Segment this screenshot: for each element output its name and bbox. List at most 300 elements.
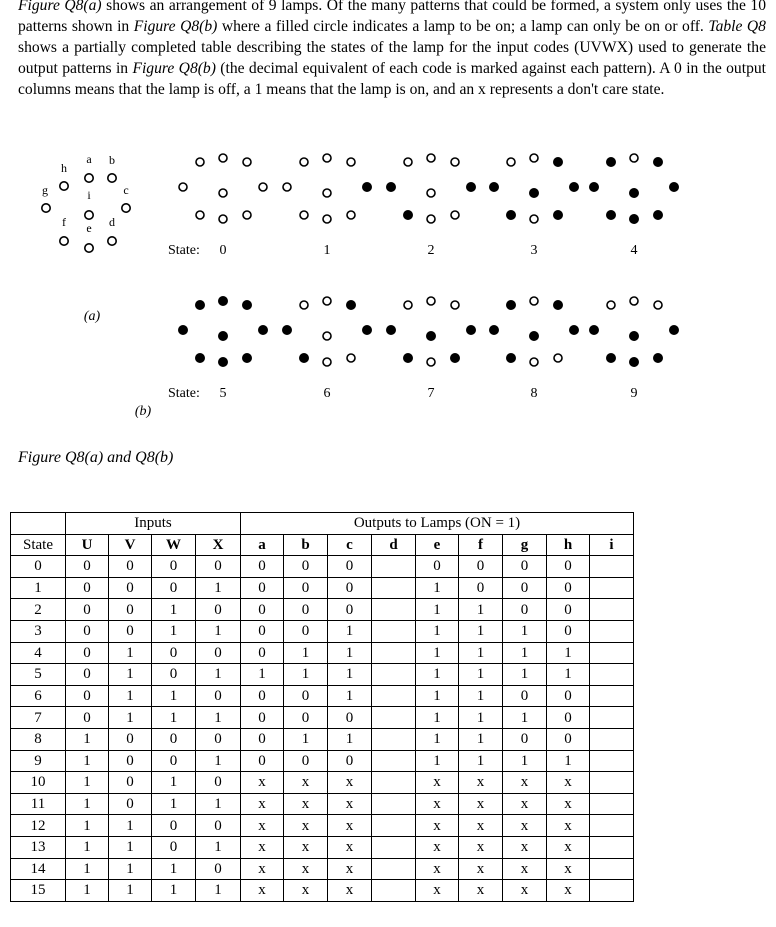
table-cell: 0	[328, 750, 372, 772]
pattern-3-lamp-d	[490, 183, 499, 192]
pattern-4-lamp-d	[590, 183, 599, 192]
table-cell: 0	[152, 728, 196, 750]
table-cell: 1	[416, 599, 459, 621]
pattern-9-lamp-e	[670, 326, 679, 335]
pattern-4-lamp-e	[670, 183, 679, 192]
table-cell: x	[547, 836, 590, 858]
table-cell: 0	[109, 620, 152, 642]
table-cell: 0	[284, 599, 328, 621]
table-cell: x	[503, 836, 547, 858]
table-cell	[590, 664, 634, 686]
table-cell: 0	[66, 642, 109, 664]
table-cell: 0	[66, 685, 109, 707]
table-cell: 1	[152, 685, 196, 707]
lamp-a-b	[108, 174, 116, 182]
table-cell: 5	[11, 664, 66, 686]
lamp-label-i: i	[87, 188, 91, 202]
pattern-5-lamp-d	[179, 326, 188, 335]
table-cell: 1	[196, 750, 241, 772]
table-cell: 0	[547, 599, 590, 621]
table-row	[11, 620, 634, 642]
lamp-a-i	[85, 211, 93, 219]
intro-text-2: where a filled circle indicates a lamp to be on; a lamp can only be on or off.	[217, 18, 709, 35]
table-cell: 0	[66, 556, 109, 578]
table-cell: x	[459, 793, 503, 815]
pattern-0-lamp-c	[243, 158, 251, 166]
pattern-9-lamp-b	[607, 301, 615, 309]
table-cell: x	[547, 858, 590, 880]
state-number: 6	[323, 386, 331, 401]
pattern-0-lamp-f	[196, 211, 204, 219]
table-cell: 1	[416, 577, 459, 599]
column-header: c	[328, 534, 372, 556]
table-cell: 1	[196, 577, 241, 599]
table-cell: 1	[503, 664, 547, 686]
table-cell	[590, 707, 634, 729]
pattern-7-lamp-h	[427, 358, 435, 366]
table-cell: 1	[328, 642, 372, 664]
table-cell: 1	[328, 620, 372, 642]
table-cell	[372, 599, 416, 621]
table-cell: x	[241, 880, 284, 902]
table-cell: 0	[284, 556, 328, 578]
table-cell: x	[416, 793, 459, 815]
table-row	[11, 728, 634, 750]
table-cell: 1	[152, 858, 196, 880]
table-cell: 1	[459, 728, 503, 750]
pattern-2-lamp-g	[451, 211, 459, 219]
table-cell	[590, 728, 634, 750]
table-cell: x	[503, 772, 547, 794]
table-cell: 1	[503, 750, 547, 772]
intro-text-3: shows a partially completed table describing the states of the lamp for the input codes (UVWX) used to generate the output patterns in	[18, 39, 766, 77]
column-header: X	[196, 534, 241, 556]
table-cell: 1	[66, 728, 109, 750]
table-cell	[372, 750, 416, 772]
pattern-8-lamp-i	[530, 332, 539, 341]
table-row	[11, 750, 634, 772]
table-cell	[590, 556, 634, 578]
table-cell: 2	[11, 599, 66, 621]
lamp-label-b: b	[109, 153, 115, 167]
table-cell	[372, 772, 416, 794]
pattern-6-lamp-i	[323, 332, 331, 340]
table-cell: 1	[416, 728, 459, 750]
table-cell: 1	[416, 750, 459, 772]
table-cell: 8	[11, 728, 66, 750]
intro-text-4: (the decimal equivalent of each code is marked against each pattern). A 0 in the output columns means that the lamp is off, a 1 means that the lamp is on, and an x represents a don't care state.	[18, 60, 766, 98]
pattern-1-lamp-b	[300, 158, 308, 166]
pattern-8-lamp-c	[554, 301, 563, 310]
table-row	[11, 707, 634, 729]
table-cell: x	[459, 836, 503, 858]
table-cell: 1	[152, 599, 196, 621]
pattern-1-lamp-i	[323, 189, 331, 197]
table-cell	[590, 599, 634, 621]
table-cell: 0	[196, 728, 241, 750]
table-cell: 0	[66, 620, 109, 642]
table-cell: 1	[109, 880, 152, 902]
table-cell: 0	[328, 556, 372, 578]
lamp-figure	[0, 150, 776, 440]
pattern-8-lamp-d	[490, 326, 499, 335]
table-row	[11, 793, 634, 815]
table-cell: x	[416, 772, 459, 794]
table-cell	[590, 772, 634, 794]
table-row	[11, 772, 634, 794]
pattern-4-lamp-i	[630, 189, 639, 198]
table-cell: 0	[66, 707, 109, 729]
pattern-3-lamp-c	[554, 158, 563, 167]
pattern-9-lamp-h	[630, 358, 639, 367]
figure-caption: Figure Q8(a) and Q8(b)	[18, 449, 174, 466]
pattern-1-lamp-d	[283, 183, 291, 191]
pattern-0-lamp-b	[196, 158, 204, 166]
table-cell: 0	[152, 836, 196, 858]
pattern-9-lamp-i	[630, 332, 639, 341]
column-header: d	[372, 534, 416, 556]
table-cell: 0	[66, 577, 109, 599]
table-cell: 0	[196, 772, 241, 794]
table-column-header-row	[11, 534, 634, 556]
table-cell: 0	[241, 707, 284, 729]
pattern-8-lamp-h	[530, 358, 538, 366]
lamp-a-c	[122, 204, 130, 212]
table-cell: 0	[547, 728, 590, 750]
table-cell: 11	[11, 793, 66, 815]
table-row	[11, 556, 634, 578]
pattern-5-lamp-f	[196, 354, 205, 363]
table-cell: x	[459, 858, 503, 880]
pattern-5-lamp-e	[259, 326, 268, 335]
table-cell: 0	[109, 556, 152, 578]
table-cell	[590, 793, 634, 815]
pattern-7-lamp-b	[404, 301, 412, 309]
table-cell	[372, 836, 416, 858]
table-cell: 0	[196, 815, 241, 837]
table-cell: 1	[152, 793, 196, 815]
pattern-6-lamp-d	[283, 326, 292, 335]
table-cell: x	[416, 858, 459, 880]
table-cell: x	[284, 836, 328, 858]
table-cell: 1	[416, 620, 459, 642]
table-row	[11, 685, 634, 707]
lamp-label-a: a	[86, 152, 92, 166]
outputs-header: Outputs to Lamps (ON = 1)	[241, 513, 634, 535]
table-cell: 1	[66, 793, 109, 815]
table-cell: x	[284, 858, 328, 880]
table-cell: 10	[11, 772, 66, 794]
table-cell: 0	[109, 772, 152, 794]
lamp-label-c: c	[123, 183, 129, 197]
intro-ref-figure-a: Figure Q8(a)	[18, 0, 102, 14]
table-cell: 0	[284, 685, 328, 707]
table-cell: 1	[416, 642, 459, 664]
pattern-3-lamp-b	[507, 158, 515, 166]
table-cell: 1	[328, 685, 372, 707]
pattern-4-lamp-f	[607, 211, 616, 220]
table-cell	[590, 685, 634, 707]
lamp-label-e: e	[86, 221, 92, 235]
table-cell: 0	[328, 599, 372, 621]
table-cell: 0	[459, 577, 503, 599]
table-cell: 1	[66, 815, 109, 837]
table-cell: 1	[284, 664, 328, 686]
pattern-0-lamp-a	[219, 154, 227, 162]
table-cell: 0	[284, 620, 328, 642]
table-cell	[372, 707, 416, 729]
table-cell: 0	[66, 599, 109, 621]
table-cell: 0	[196, 685, 241, 707]
pattern-2-lamp-b	[404, 158, 412, 166]
lamp-a-a	[85, 174, 93, 182]
table-cell	[372, 664, 416, 686]
table-cell: 9	[11, 750, 66, 772]
table-row	[11, 858, 634, 880]
table-cell: 0	[241, 750, 284, 772]
truth-table	[10, 512, 634, 902]
pattern-0-lamp-e	[259, 183, 267, 191]
pattern-7-lamp-c	[451, 301, 459, 309]
pattern-2-lamp-d	[387, 183, 396, 192]
table-cell: 0	[328, 577, 372, 599]
table-cell: 1	[459, 685, 503, 707]
table-cell: 0	[503, 577, 547, 599]
table-cell	[372, 815, 416, 837]
table-cell: 1	[109, 815, 152, 837]
table-cell: 0	[152, 815, 196, 837]
pattern-2-lamp-c	[451, 158, 459, 166]
table-cell: 0	[241, 577, 284, 599]
column-header: i	[590, 534, 634, 556]
pattern-6-lamp-f	[300, 354, 309, 363]
pattern-7-lamp-e	[467, 326, 476, 335]
pattern-3-lamp-f	[507, 211, 516, 220]
table-cell: 1	[109, 707, 152, 729]
lamp-label-f: f	[62, 215, 66, 229]
table-row	[11, 880, 634, 902]
pattern-2-lamp-e	[467, 183, 476, 192]
table-cell: 0	[459, 556, 503, 578]
inputs-header: Inputs	[66, 513, 241, 535]
table-cell: x	[284, 880, 328, 902]
pattern-8-lamp-b	[507, 301, 516, 310]
pattern-0-lamp-g	[243, 211, 251, 219]
intro-text-1: shows an arrangement of 9 lamps. Of the many patterns that could be formed, a system only uses the 10 patterns shown in	[18, 0, 766, 35]
pattern-8-lamp-f	[507, 354, 516, 363]
lamp-label-h: h	[61, 161, 67, 175]
table-cell: x	[328, 880, 372, 902]
pattern-4-lamp-c	[654, 158, 663, 167]
table-cell	[372, 642, 416, 664]
table-cell: x	[241, 836, 284, 858]
table-cell: 1	[241, 664, 284, 686]
table-cell: x	[459, 880, 503, 902]
pattern-1-lamp-a	[323, 154, 331, 162]
table-cell: x	[503, 880, 547, 902]
state-number: 5	[219, 386, 227, 401]
table-cell: 1	[196, 620, 241, 642]
lamp-a-g	[42, 204, 50, 212]
table-cell: 4	[11, 642, 66, 664]
state-label-prefix: State:	[168, 243, 200, 258]
table-cell: 1	[66, 750, 109, 772]
table-cell: 1	[109, 836, 152, 858]
table-cell: x	[503, 793, 547, 815]
table-cell: x	[547, 772, 590, 794]
pattern-3-lamp-g	[554, 211, 563, 220]
table-cell: 1	[416, 664, 459, 686]
table-cell	[372, 728, 416, 750]
pattern-4-lamp-g	[654, 211, 663, 220]
table-cell: 0	[196, 556, 241, 578]
table-cell: x	[284, 793, 328, 815]
table-cell: 1	[459, 664, 503, 686]
pattern-6-lamp-a	[323, 297, 331, 305]
pattern-0-lamp-i	[219, 189, 227, 197]
column-header: State	[11, 534, 66, 556]
table-cell	[590, 815, 634, 837]
table-cell	[590, 836, 634, 858]
table-cell: 1	[152, 880, 196, 902]
table-cell: x	[459, 815, 503, 837]
table-cell: x	[547, 793, 590, 815]
pattern-1-lamp-f	[300, 211, 308, 219]
table-cell: 13	[11, 836, 66, 858]
column-header: e	[416, 534, 459, 556]
state-number: 7	[427, 386, 435, 401]
empty-corner-cell	[11, 513, 66, 535]
table-cell	[590, 750, 634, 772]
table-cell: 1	[109, 664, 152, 686]
table-cell: x	[547, 815, 590, 837]
table-cell: x	[241, 772, 284, 794]
table-cell: x	[241, 815, 284, 837]
table-cell: x	[459, 772, 503, 794]
table-group-header-row	[11, 513, 634, 535]
table-cell: 0	[109, 728, 152, 750]
table-cell: x	[503, 858, 547, 880]
state-number: 2	[427, 243, 435, 258]
pattern-6-lamp-h	[323, 358, 331, 366]
table-cell	[590, 642, 634, 664]
table-cell: 0	[503, 599, 547, 621]
table-cell: 1	[196, 793, 241, 815]
table-cell: 1	[459, 599, 503, 621]
table-cell: 7	[11, 707, 66, 729]
column-header: b	[284, 534, 328, 556]
table-cell: 0	[284, 750, 328, 772]
table-cell: 1	[547, 750, 590, 772]
column-header: a	[241, 534, 284, 556]
pattern-2-lamp-i	[427, 189, 435, 197]
table-cell: 0	[196, 642, 241, 664]
table-cell: 0	[547, 620, 590, 642]
table-cell: 1	[196, 880, 241, 902]
pattern-6-lamp-g	[347, 354, 355, 362]
table-cell: 0	[109, 750, 152, 772]
pattern-6-lamp-c	[347, 301, 356, 310]
table-cell: x	[241, 793, 284, 815]
state-number: 1	[323, 243, 331, 258]
pattern-5-lamp-a	[219, 297, 228, 306]
table-cell: 1	[459, 750, 503, 772]
table-cell: 1	[284, 728, 328, 750]
table-cell: 14	[11, 858, 66, 880]
table-cell: 15	[11, 880, 66, 902]
pattern-9-lamp-c	[654, 301, 662, 309]
table-cell: 0	[547, 577, 590, 599]
table-cell: 1	[66, 858, 109, 880]
table-row	[11, 815, 634, 837]
table-cell: 0	[503, 556, 547, 578]
table-cell: 1	[11, 577, 66, 599]
pattern-1-lamp-c	[347, 158, 355, 166]
table-cell: 12	[11, 815, 66, 837]
lamp-a-f	[60, 237, 68, 245]
table-cell: 1	[284, 642, 328, 664]
column-header: U	[66, 534, 109, 556]
table-cell: 1	[109, 685, 152, 707]
table-cell: x	[284, 815, 328, 837]
table-cell: 0	[284, 707, 328, 729]
table-cell: 0	[152, 577, 196, 599]
table-cell: x	[328, 858, 372, 880]
table-cell: 3	[11, 620, 66, 642]
table-cell: 0	[152, 750, 196, 772]
table-cell: x	[328, 793, 372, 815]
table-cell: 0	[196, 858, 241, 880]
table-row	[11, 577, 634, 599]
pattern-8-lamp-e	[570, 326, 579, 335]
pattern-3-lamp-a	[530, 154, 538, 162]
table-cell: x	[547, 880, 590, 902]
pattern-5-lamp-i	[219, 332, 228, 341]
table-cell	[590, 880, 634, 902]
pattern-9-lamp-a	[630, 297, 638, 305]
column-header: g	[503, 534, 547, 556]
pattern-7-lamp-g	[451, 354, 460, 363]
table-cell: 1	[152, 772, 196, 794]
table-cell: 1	[503, 620, 547, 642]
pattern-2-lamp-a	[427, 154, 435, 162]
table-cell: x	[241, 858, 284, 880]
state-label-prefix: State:	[168, 386, 200, 401]
pattern-6-lamp-b	[300, 301, 308, 309]
pattern-2-lamp-h	[427, 215, 435, 223]
table-cell: x	[328, 815, 372, 837]
intro-ref-figure-b-2: Figure Q8(b)	[132, 60, 216, 77]
pattern-3-lamp-i	[530, 189, 539, 198]
part-a-label: (a)	[83, 309, 101, 324]
table-cell: 1	[503, 642, 547, 664]
table-cell: 1	[66, 836, 109, 858]
table-cell	[590, 577, 634, 599]
table-row	[11, 599, 634, 621]
state-number: 9	[630, 386, 638, 401]
table-cell	[372, 858, 416, 880]
table-cell: 0	[241, 728, 284, 750]
pattern-4-lamp-a	[630, 154, 638, 162]
table-cell: 1	[547, 642, 590, 664]
table-row	[11, 642, 634, 664]
column-header: V	[109, 534, 152, 556]
table-cell: 0	[547, 685, 590, 707]
pattern-7-lamp-a	[427, 297, 435, 305]
table-cell: x	[416, 836, 459, 858]
table-cell: x	[328, 772, 372, 794]
column-header: f	[459, 534, 503, 556]
